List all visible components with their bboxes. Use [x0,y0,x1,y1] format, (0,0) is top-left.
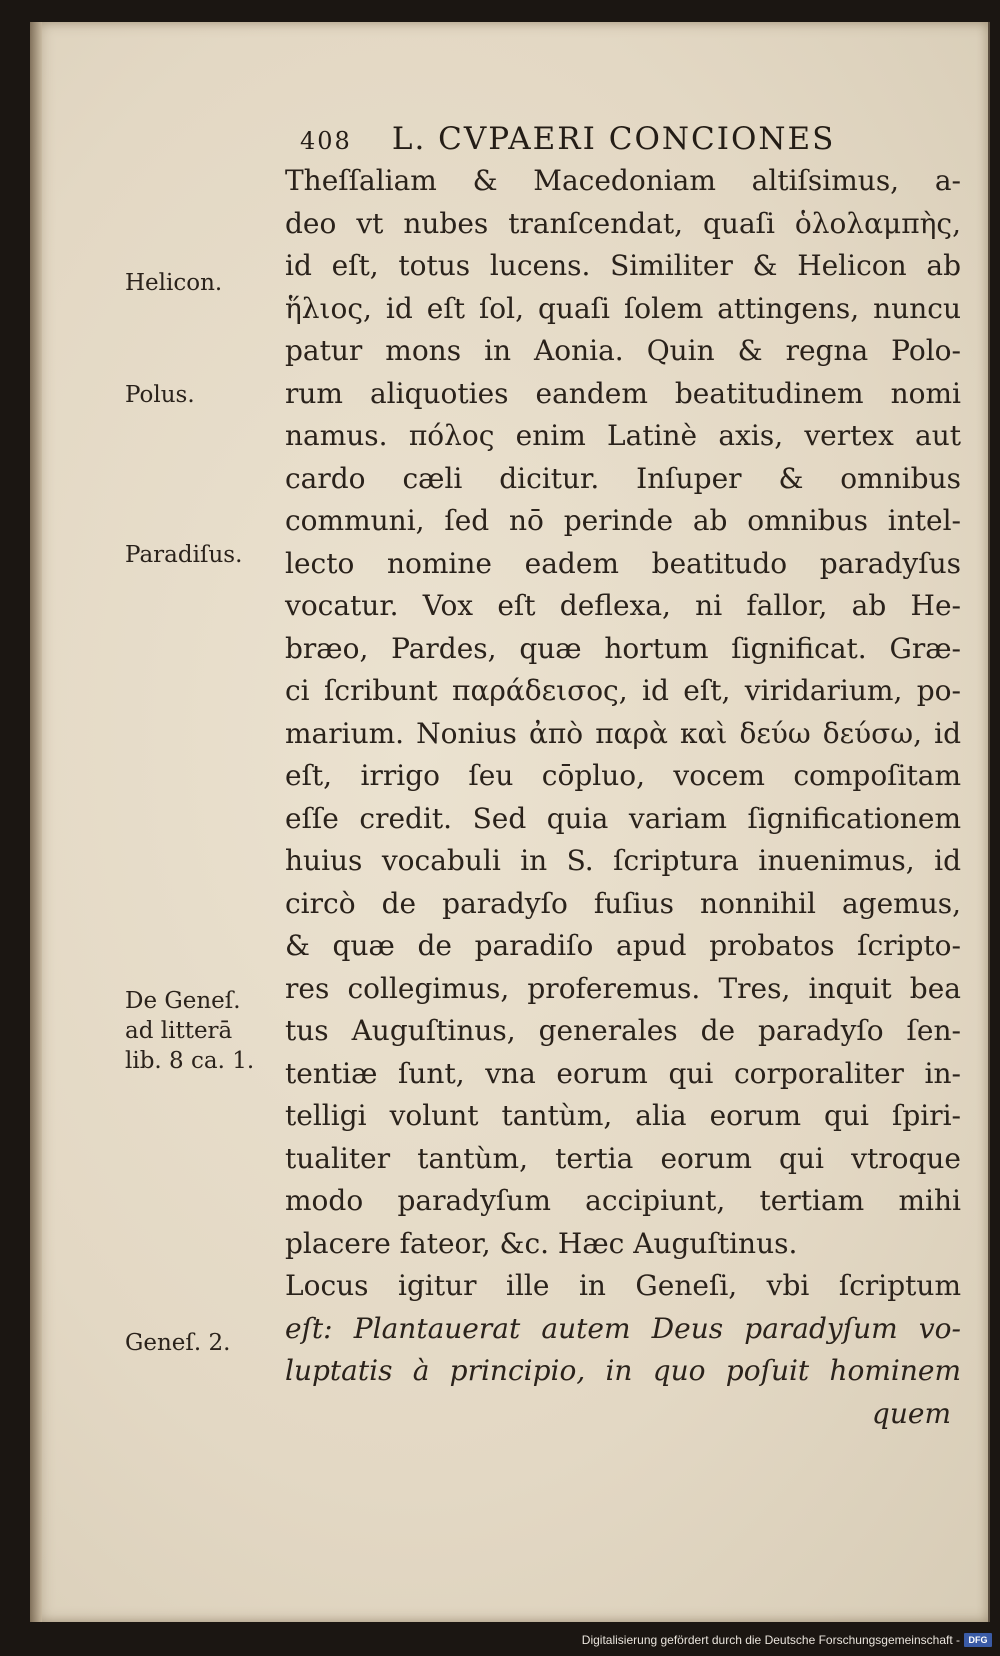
text-line: deo vt nubes tranſcendat, quaſi ὁλολαμπὴς, [285,206,961,240]
text-line: namus. πόλος enim Latinè axis, vertex aut [285,419,961,452]
text-line: bræo, Pardes, quæ hortum ſignificat. Græ- [285,631,961,665]
text-line: Locus igitur ille in Geneſi, vbi ſcriptum [285,1269,961,1302]
margin-note-de-genesi: ad litterā [125,1018,233,1044]
margin-note-genesis-ref: Geneſ. 2. [125,1330,231,1356]
text-line: & quæ de paradiſo apud probatos ſcripto- [285,929,961,962]
margin-note-de-genesi: lib. 8 ca. 1. [125,1048,255,1074]
text-line: tualiter tantùm, tertia eorum qui vtroque [285,1141,961,1175]
margin-note-paradisus: Paradiſus. [125,542,243,568]
text-line: eſt, irrigo ſeu cōpluo, vocem compoſitam [285,759,961,792]
running-title: L. CVPAERI CONCIONES [391,121,836,157]
text-line: modo paradyſum accipiunt, tertiam mihi [285,1184,961,1217]
margin-note-de-genesi: De Geneſ. [125,988,241,1014]
text-line: tus Auguſtinus, generales de paradyſo ſen- [285,1014,961,1047]
page-number: 408 [300,127,352,155]
text-line: patur mons in Aonia. Quin & regna Polo- [285,334,961,367]
margin-note-helicon: Helicon. [125,270,223,296]
margin-note-polus: Polus. [125,382,195,408]
text-line: id eſt, totus lucens. Similiter & Helicon ab [285,249,961,282]
text-line: huius vocabuli in S. ſcriptura inuenimus, id [285,844,961,877]
catchword: quem [871,1396,951,1430]
text-line: placere fateor, &c. Hæc Auguſtinus. [285,1226,798,1260]
text-line: eſt: Plantauerat autem Deus paradyſum vo- [285,1311,961,1345]
dfg-logo-icon: DFG [964,1633,992,1647]
text-line: marium. Nonius ἀπὸ παρὰ καὶ δεύω δεύσω, id [285,716,961,750]
text-line: vocatur. Vox eſt deflexa, ni fallor, ab He- [285,589,961,622]
text-line: telligi volunt tantùm, alia eorum qui ſpiri- [285,1099,961,1132]
text-line: eſſe credit. Sed quia variam ſignificationem [285,801,961,835]
text-line: Theſſaliam & Macedoniam altiſsimus, a- [285,164,961,197]
text-line: lecto nomine eadem beatitudo paradyſus [285,546,961,580]
footer-credit [582,1628,992,1652]
text-line: ἥλιος, id eſt ſol, quaſi ſolem attingens, nuncu [285,291,961,325]
text-line: luptatis à principio, in quo poſuit hominem [285,1354,961,1387]
footer-credit-text: Digitalisierung gefördert durch die Deutsche Forschungsgemeinschaft - [581,1633,960,1647]
text-line: ci ſcribunt παράδεισος, id eſt, viridarium, po- [285,674,961,707]
text-line: rum aliquoties eandem beatitudinem nomi [285,376,961,410]
text-line: cardo cæli dicitur. Inſuper & omnibus [285,461,961,495]
text-line: circò de paradyſo fuſius nonnihil agemus, [285,886,961,920]
text-line: tentiæ ſunt, vna eorum qui corporaliter in- [285,1056,961,1090]
text-line: communi, ſed nō perinde ab omnibus intel- [285,504,961,537]
text-line: res collegimus, proferemus. Tres, inquit bea [285,971,961,1005]
